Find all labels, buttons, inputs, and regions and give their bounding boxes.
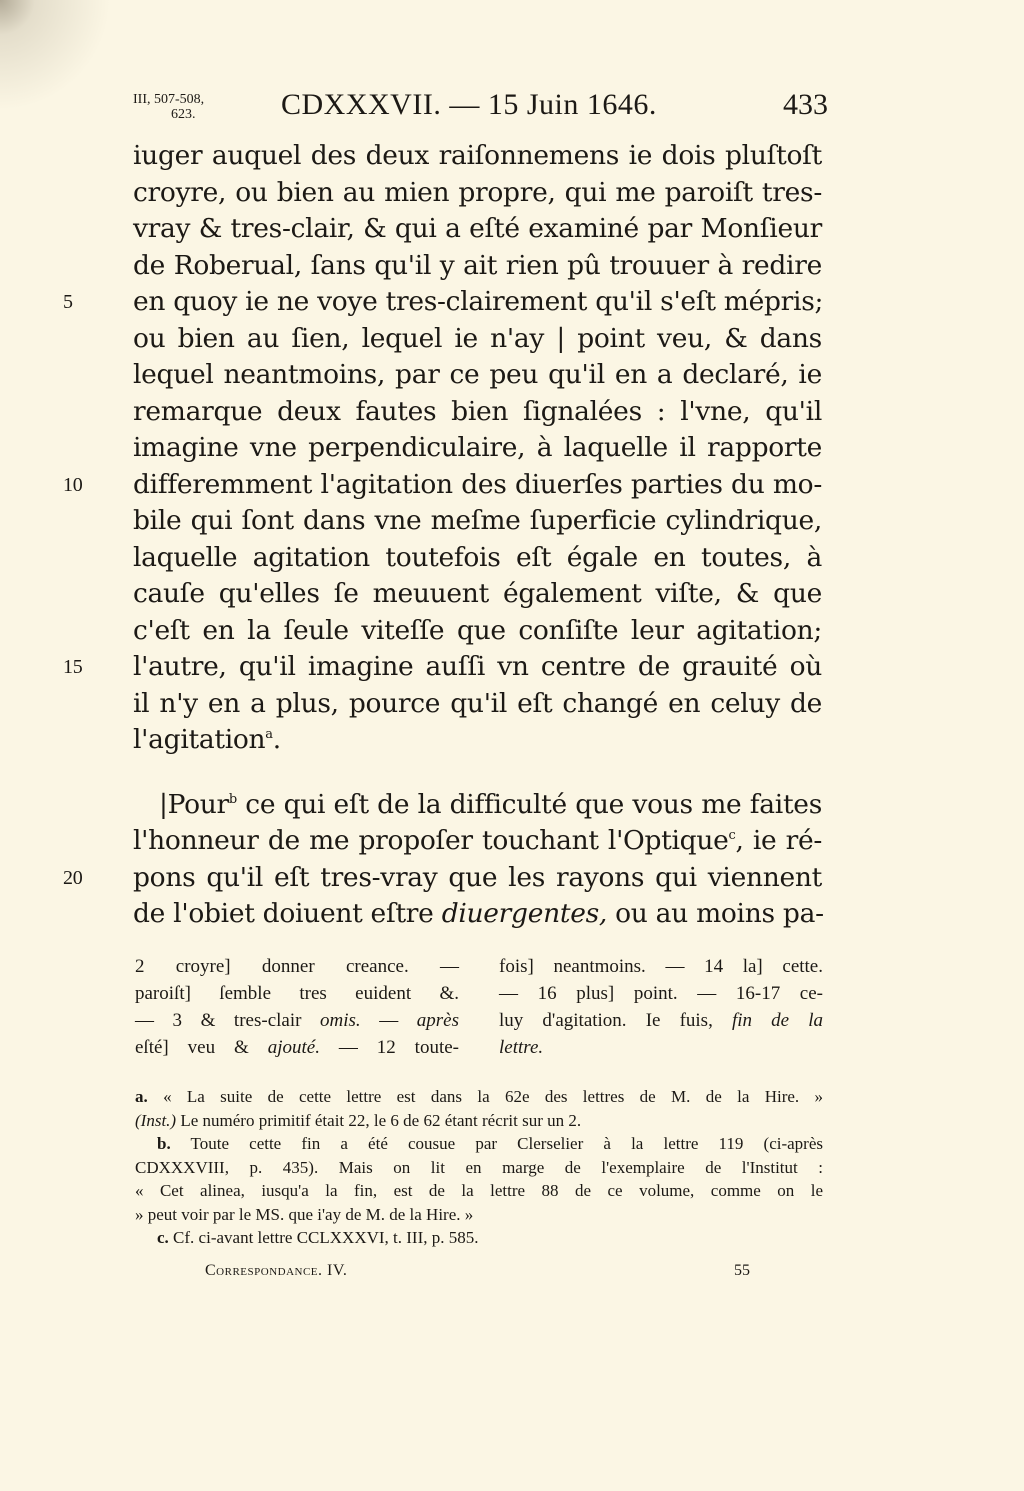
text-line [63, 649, 822, 686]
footnote-line [135, 1109, 823, 1133]
variant-text: — 12 toute- [319, 1037, 459, 1058]
text-line [133, 722, 822, 759]
footnote-label: b. [157, 1134, 171, 1153]
line-number: 5 [63, 291, 73, 313]
text-line [63, 284, 824, 321]
page-number: 433 [783, 88, 828, 121]
footnote-text: Cf. ci-avant lettre CCLXXXVI, t. III, p. 585. [168, 1228, 479, 1247]
text-line-content: de l'obiet doiuent eſtre [133, 898, 442, 929]
paragraph-gap [133, 759, 822, 787]
text-line-content: pons qu'il eſt tres-vray que les rayons qui viennent [133, 861, 822, 893]
footnote-line: « Cet alinea, iusqu'a la fin, est de la lettre 88 de ce volume, comme on le [135, 1181, 823, 1200]
variant-line [135, 1007, 459, 1034]
line-number: 20 [63, 866, 83, 889]
text-line [63, 467, 822, 504]
text-line [63, 860, 822, 897]
text-line: imagine vne perpendiculaire, à laquelle il rapporte [133, 432, 822, 463]
text-line: bile qui ſont dans vne meſme ſuperficie cylindrique, [133, 505, 822, 536]
variant-italic: ajouté. [267, 1037, 320, 1058]
header-reference-line1: III, 507-508, [133, 92, 205, 107]
variant-italic: omis. [320, 1010, 361, 1031]
text-line-content: , ie ré- [735, 825, 822, 856]
footnote-text: Toute cette fin a été cousue par Clerselier à la lettre 119 (ci-après [170, 1134, 823, 1153]
text-line: lequel neantmoins, par ce peu qu'il en a declaré, ie [133, 359, 822, 390]
page-corner-shadow [0, 0, 120, 120]
text-line-content: . [272, 724, 281, 755]
footnote-label: a. [135, 1087, 148, 1106]
variant-italic: après [416, 1010, 459, 1031]
variant-text: eſté] veu & [135, 1037, 268, 1058]
text-line-content: l'agitation [133, 724, 266, 755]
text-line: c'eſt en la ſeule viteſſe que conſiſte leur agitation; [133, 614, 822, 646]
text-line: il n'y en a plus, pource qu'il eſt changé en celuy de [133, 687, 822, 719]
text-line-content: differemment l'agitation des diuerſes parties du mo- [133, 468, 822, 500]
variant-line [499, 1007, 823, 1034]
variant-column-right [499, 953, 823, 1061]
page-footer [205, 1262, 750, 1286]
text-line: croyre, ou bien au mien propre, qui me paroiſt tres- [133, 176, 822, 208]
variant-italic: lettre. [499, 1037, 544, 1058]
running-header [133, 78, 828, 128]
italic-word: diuergentes, [441, 898, 608, 929]
variant-text: — [360, 1010, 417, 1031]
text-line [133, 896, 822, 933]
footnote-line: CDXXXVIII, p. 435). Mais on lit en marge de l'exemplaire de l'Institut : [135, 1157, 823, 1177]
header-reference-line2: 623. [171, 107, 196, 122]
signature-mark: Correspondance. IV. [205, 1262, 348, 1279]
variant-text: — 3 & tres-clair [135, 1010, 320, 1031]
main-text [63, 138, 824, 933]
text-line: ou bien au ſien, lequel ie n'ay | point veu, & dans [133, 322, 822, 354]
footnote-marker: a [265, 727, 273, 743]
variant-line [135, 1034, 459, 1061]
variant-text: luy d'agitation. Ie fuis, [499, 1010, 732, 1031]
footnote-line: » peut voir par le MS. que i'ay de M. de la Hire. » [135, 1204, 474, 1224]
variant-line [499, 1034, 823, 1061]
variant-line: 2 croyre] donner creance. — [135, 956, 459, 977]
text-line: de Roberual, ſans qu'il y ait rien pû trouuer à redire [133, 249, 822, 281]
variant-italic: fin de la [731, 1010, 823, 1031]
text-line: iuger auquel des deux raiſonnemens ie dois pluſtoſt [133, 140, 822, 171]
variant-column-left [135, 953, 459, 1061]
signature-number: 55 [734, 1262, 750, 1279]
variant-line: fois] neantmoins. — 14 la] cette. [499, 956, 823, 977]
text-line [133, 787, 822, 824]
variant-line: paroiſt] ſemble tres euident &. [135, 983, 459, 1004]
variant-readings [135, 953, 823, 1061]
footnote-marker: c [728, 828, 736, 844]
line-number: 15 [63, 656, 83, 678]
variant-line: — 16 plus] point. — 16-17 ce- [499, 983, 823, 1004]
footnote-marker: b [228, 791, 237, 807]
text-line: vray & tres-clair, & qui a eſté examiné par Monſieur [133, 213, 822, 244]
text-line-content: |Pour [159, 788, 229, 820]
text-line-content: en quoy ie ne voye tres-clairement qu'il s'eſt mépris; [133, 286, 824, 317]
text-line [133, 823, 822, 860]
footnote-label: c. [157, 1228, 169, 1247]
text-line: cauſe qu'elles ſe meuuent également viſte, & que [133, 578, 822, 609]
text-line-content: ou au moins pa- [607, 898, 824, 929]
letter-title: CDXXXVII. — 15 Juin 1646. [281, 88, 657, 121]
footnote-text: Le numéro primitif était 22, le 6 de 62 étant récrit sur un 2. [176, 1110, 582, 1130]
text-line: remarque deux fautes bien ſignalées : l'vne, qu'il [133, 395, 822, 427]
header-reference [133, 92, 204, 122]
text-line-content: l'autre, qu'il imagine auſſi vn centre de grauité où [133, 651, 822, 682]
footnote-line [135, 1085, 823, 1109]
footnote-line [135, 1226, 823, 1250]
text-line-content: l'honneur de me propoſer touchant l'Optique [133, 825, 729, 856]
footnote-text: « La suite de cette lettre est dans la 62e des lettres de M. de la Hire. » [147, 1087, 823, 1106]
line-number: 10 [63, 473, 83, 496]
footnote-line [135, 1132, 823, 1156]
text-line-content: ce qui eſt de la difficulté que vous me faites [236, 788, 822, 820]
text-line: laquelle agitation toutefois eſt égale en toutes, à [133, 541, 822, 573]
footnotes [135, 1085, 823, 1250]
footnote-italic: (Inst.) [135, 1110, 177, 1130]
